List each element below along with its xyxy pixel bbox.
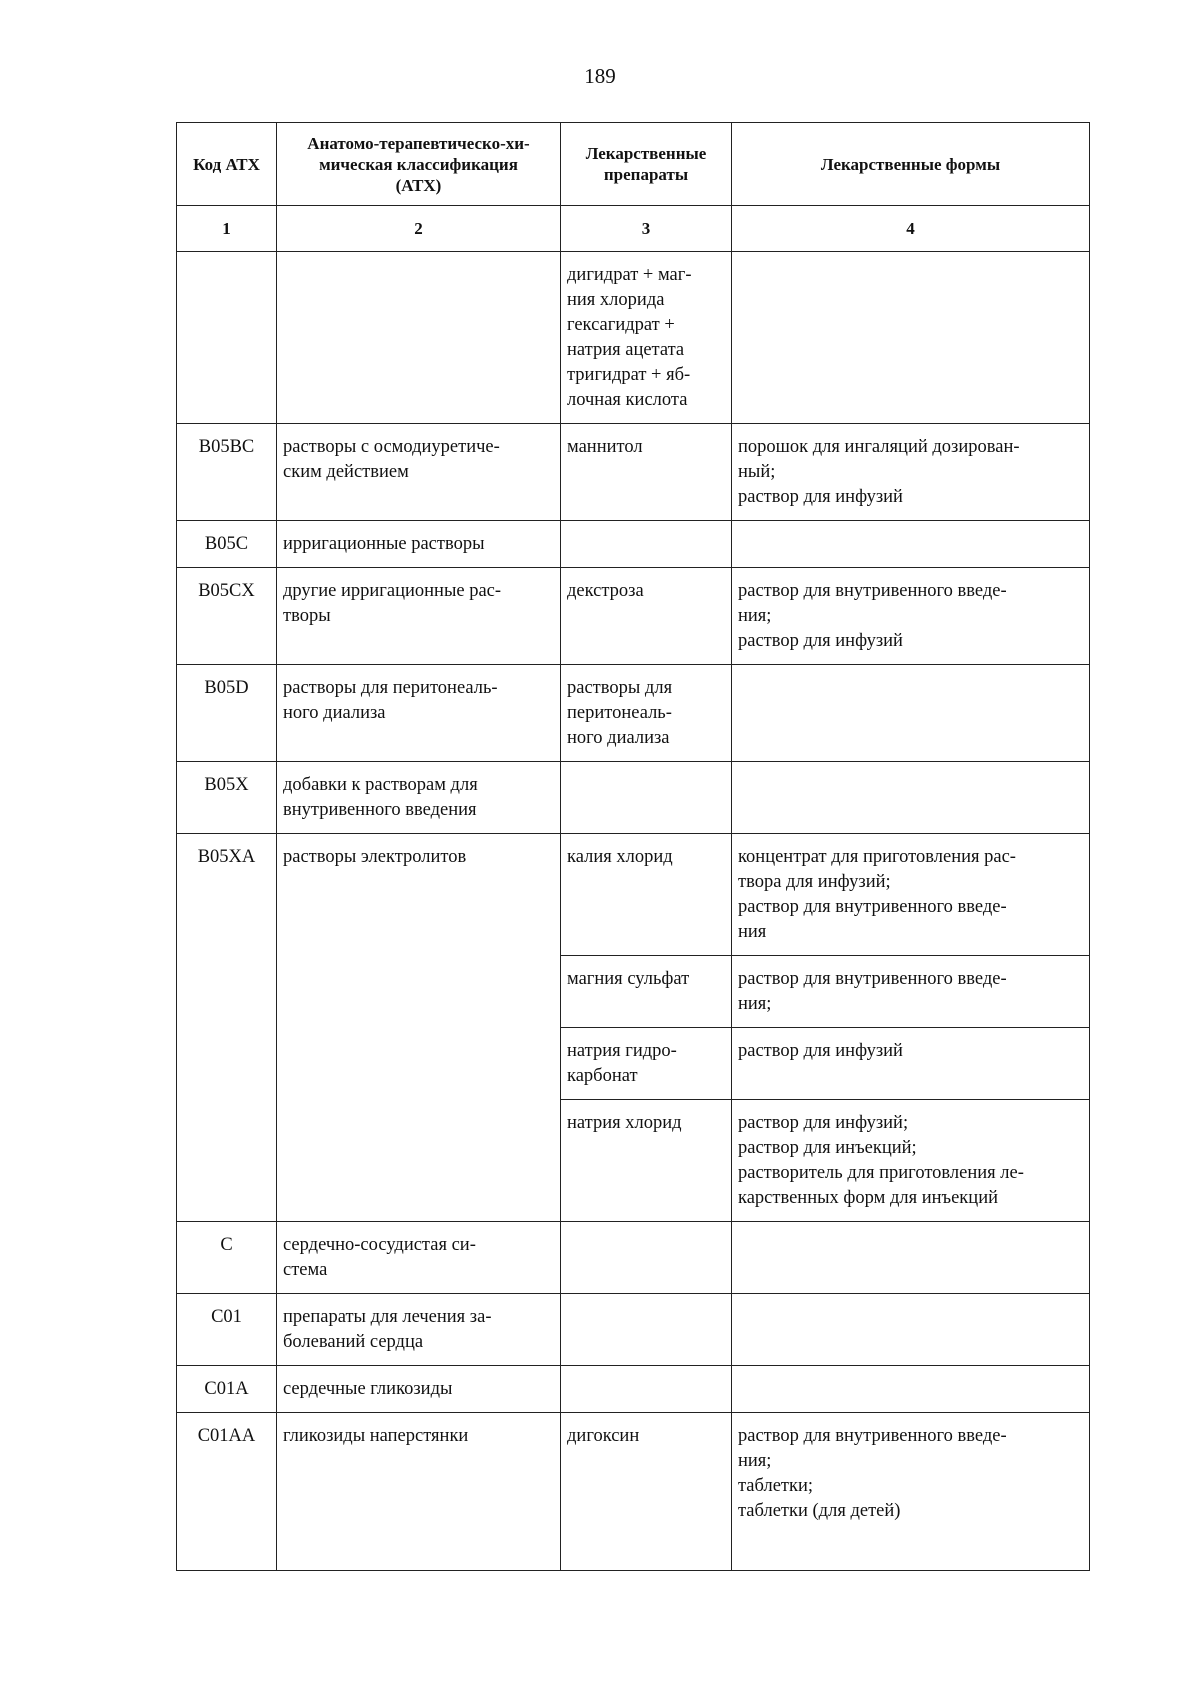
atc-code-cell: B05XA	[177, 834, 277, 1222]
atc-classification-cell	[277, 568, 561, 665]
table-row	[177, 1294, 1090, 1366]
cell-text-line: ирригационные растворы	[283, 534, 485, 554]
atc-classification-cell	[277, 762, 561, 834]
dosage-form-cell	[732, 1366, 1090, 1413]
column-number: 3	[561, 206, 732, 252]
cell-text-line: раствор для внутривенного введе-	[738, 897, 1007, 917]
cell-text-line: растворитель для приготовления ле-	[738, 1163, 1024, 1183]
cell-text-line: тригидрат + яб-	[567, 365, 691, 385]
cell-text-line: ния;	[738, 606, 772, 626]
atc-code-cell	[177, 252, 277, 424]
cell-text-line: раствор для внутривенного введе-	[738, 581, 1007, 601]
header-drugs: Лекарственные препараты	[561, 123, 732, 206]
header-atc-code: Код АТХ	[177, 123, 277, 206]
cell-text-line: растворы для	[567, 678, 673, 698]
dosage-form-cell	[732, 252, 1090, 424]
table-row	[177, 834, 1090, 956]
cell-text-line: гликозиды наперстянки	[283, 1426, 469, 1446]
drug-cell	[561, 521, 732, 568]
atc-classification-cell	[277, 521, 561, 568]
dosage-form-cell	[732, 665, 1090, 762]
table-row	[177, 1222, 1090, 1294]
dosage-form-cell	[732, 834, 1090, 956]
dosage-form-cell	[732, 424, 1090, 521]
cell-text-line: магния сульфат	[567, 969, 690, 989]
atc-code-cell: C01	[177, 1294, 277, 1366]
cell-text-line: карбонат	[567, 1066, 638, 1086]
cell-text-line: натрия гидро-	[567, 1041, 677, 1061]
atc-classification-cell	[277, 665, 561, 762]
cell-text-line: сердечные гликозиды	[283, 1379, 453, 1399]
table-row	[177, 424, 1090, 521]
cell-text-line: ния	[738, 922, 767, 942]
cell-text-line: внутривенного введения	[283, 800, 477, 820]
cell-text-line: препараты для лечения за-	[283, 1307, 492, 1327]
atc-code-cell: C	[177, 1222, 277, 1294]
cell-text-line: творы	[283, 606, 331, 626]
atc-code-cell: B05X	[177, 762, 277, 834]
drug-cell	[561, 956, 732, 1028]
table-row	[177, 521, 1090, 568]
drug-cell	[561, 1028, 732, 1100]
cell-text-line: гексагидрат +	[567, 315, 675, 335]
atc-classification-cell	[277, 834, 561, 1222]
dosage-form-cell	[732, 521, 1090, 568]
cell-text-line: ния;	[738, 994, 772, 1014]
table-row	[177, 1413, 1090, 1571]
cell-text-line: раствор для внутривенного введе-	[738, 1426, 1007, 1446]
atc-classification-cell	[277, 252, 561, 424]
cell-text-line: натрия ацетата	[567, 340, 685, 360]
cell-text-line: раствор для инфузий	[738, 1041, 903, 1061]
atc-code-cell: B05D	[177, 665, 277, 762]
cell-text-line: дигоксин	[567, 1426, 640, 1446]
drug-cell	[561, 424, 732, 521]
cell-text-line: сердечно-сосудистая си-	[283, 1235, 476, 1255]
drug-cell	[561, 1413, 732, 1571]
drug-cell	[561, 1366, 732, 1413]
cell-text-line: раствор для инфузий;	[738, 1113, 909, 1133]
cell-text-line: растворы для перитонеаль-	[283, 678, 498, 698]
cell-text-line: раствор для инфузий	[738, 487, 903, 507]
cell-text-line: ный;	[738, 462, 776, 482]
atc-classification-cell	[277, 424, 561, 521]
table-row	[177, 1366, 1090, 1413]
column-number: 2	[277, 206, 561, 252]
cell-text-line: ного диализа	[567, 728, 670, 748]
drug-cell	[561, 252, 732, 424]
cell-text-line: калия хлорид	[567, 847, 673, 867]
column-number-row	[177, 206, 1090, 252]
atc-code-cell: B05BC	[177, 424, 277, 521]
atc-classification-cell	[277, 1222, 561, 1294]
column-number: 4	[732, 206, 1090, 252]
cell-text-line: ния хлорида	[567, 290, 665, 310]
table-row	[177, 762, 1090, 834]
cell-text-line: маннитол	[567, 437, 643, 457]
table-row	[177, 665, 1090, 762]
dosage-form-cell	[732, 1222, 1090, 1294]
drug-cell	[561, 834, 732, 956]
drug-cell	[561, 1100, 732, 1222]
cell-text-line: порошок для ингаляций дозирован-	[738, 437, 1020, 457]
drug-cell	[561, 568, 732, 665]
cell-text-line: ного диализа	[283, 703, 386, 723]
dosage-form-cell	[732, 568, 1090, 665]
cell-text-line: декстроза	[567, 581, 644, 601]
drug-cell	[561, 665, 732, 762]
cell-text-line: ния;	[738, 1451, 772, 1471]
cell-text-line: натрия хлорид	[567, 1113, 682, 1133]
table-row	[177, 568, 1090, 665]
atc-code-cell: B05C	[177, 521, 277, 568]
dosage-form-cell	[732, 762, 1090, 834]
drug-cell	[561, 762, 732, 834]
dosage-form-cell	[732, 1100, 1090, 1222]
cell-text-line: твора для инфузий;	[738, 872, 891, 892]
cell-text-line: раствор для инфузий	[738, 631, 903, 651]
cell-text-line: перитонеаль-	[567, 703, 672, 723]
atc-code-cell: C01AA	[177, 1413, 277, 1571]
cell-text-line: раствор для внутривенного введе-	[738, 969, 1007, 989]
cell-text-line: другие ирригационные рас-	[283, 581, 502, 601]
cell-text-line: ским действием	[283, 462, 409, 482]
header-row	[177, 123, 1090, 206]
cell-text-line: добавки к растворам для	[283, 775, 478, 795]
cell-text-line: дигидрат + маг-	[567, 265, 692, 285]
cell-text-line: таблетки;	[738, 1476, 814, 1496]
cell-text-line: растворы с осмодиуретиче-	[283, 437, 500, 457]
atc-classification-cell	[277, 1366, 561, 1413]
cell-text-line: таблетки (для детей)	[738, 1501, 901, 1521]
dosage-form-cell	[732, 1413, 1090, 1571]
column-number: 1	[177, 206, 277, 252]
cell-text-line: концентрат для приготовления рас-	[738, 847, 1016, 867]
drug-cell	[561, 1294, 732, 1366]
dosage-form-cell	[732, 1028, 1090, 1100]
cell-text-line: стема	[283, 1260, 328, 1280]
atc-classification-cell	[277, 1294, 561, 1366]
dosage-form-cell	[732, 1294, 1090, 1366]
cell-text-line: болеваний сердца	[283, 1332, 424, 1352]
atc-code-cell: B05CX	[177, 568, 277, 665]
atc-classification-cell	[277, 1413, 561, 1571]
atc-drug-table	[176, 122, 1090, 1571]
cell-text-line: лочная кислота	[567, 390, 688, 410]
header-atc-classification: Анатомо-терапевтическо-хи- мическая классификация (АТХ)	[277, 123, 561, 206]
cell-text-line: раствор для инъекций;	[738, 1138, 917, 1158]
cell-text-line: растворы электролитов	[283, 847, 467, 867]
cell-text-line: карственных форм для инъекций	[738, 1188, 998, 1208]
header-dosage-forms: Лекарственные формы	[732, 123, 1090, 206]
page-number: 189	[584, 64, 616, 88]
table-row	[177, 252, 1090, 424]
dosage-form-cell	[732, 956, 1090, 1028]
drug-cell	[561, 1222, 732, 1294]
atc-code-cell: C01A	[177, 1366, 277, 1413]
